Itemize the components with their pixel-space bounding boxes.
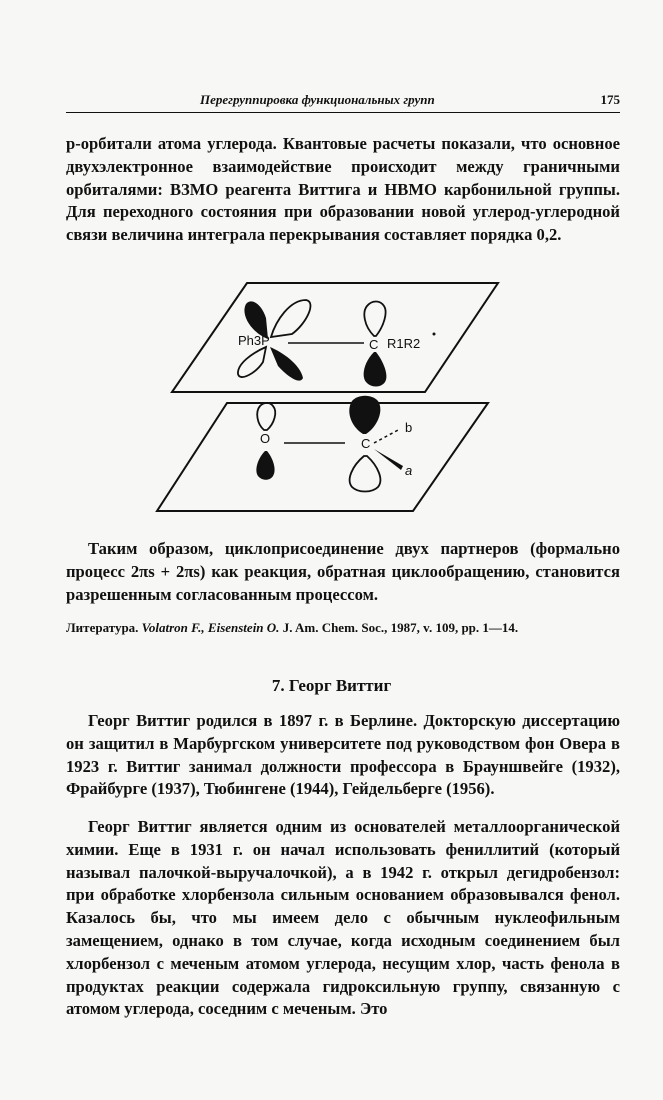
p-lobe-lower-left-open [238,347,266,377]
o-label: O [260,431,271,446]
literature-citation: J. Am. Chem. Soc., 1987, v. 109, pp. 1—14. [282,620,519,635]
c-bottom-lobe-lower-open [350,456,381,492]
c-top-lobe-lower-filled [364,352,387,387]
intro-paragraph: p-орбитали атома углерода. Квантовые расчеты показали, что основное двухэлектронное взаимодействие происходит между граничными орбиталями: ВЗМО реагента Виттига и НВМО карбонильной группы. Для переходного состояния при образовании новой углерод-углеродной связи величина интеграла перекрывания составляет порядка 0,2. [66,134,620,245]
bond-a-wedge [374,449,403,470]
bottom-plane [157,403,488,511]
conclusion-paragraph: Таким образом, циклоприсоединение двух партнеров (формально процесс 2πs + 2πs) как реакция, обратная циклообращению, становится разрешенным согласованным процессом. [66,539,620,604]
literature-authors: Volatron F., Eisenstein O. [141,620,280,635]
bond-b-dashed [374,429,400,443]
c-bottom-lobe-upper-filled [349,396,380,434]
o-lobe-lower-filled [256,451,274,480]
p-lobe-upper-right-open [271,300,310,337]
c-top-label: C [369,337,379,352]
p-lobe-lower-right-filled [270,347,303,381]
page-number: 175 [600,92,620,107]
ph3p-label: Ph3P [238,333,270,348]
label-b: b [405,420,413,435]
label-a: a [405,463,413,478]
literature-reference [66,619,620,637]
literature-label: Литература. [66,620,139,635]
bio-paragraph-1: Георг Виттиг родился в 1897 г. в Берлине. Докторскую диссертацию он защитил в Марбургском университете под руководством фон Овера в 1923 г. Виттиг занимал должности профессора в Брауншвейге (1932), Фрайбурге (1937), Тюбингене (1944), Гейдельберге (1956). [66,711,620,799]
top-plane [172,283,498,392]
o-lobe-upper-open [257,403,275,430]
stray-dot [433,333,436,336]
running-title: Перегруппировка функциональных групп [200,92,435,107]
bio-paragraph-2: Георг Виттиг является одним из основателей металлоорганической химии. Еще в 1931 г. он начал использовать фениллитий (который называл палочкой-выручалочкой), а в 1942 г. открыл дегидробензол: при обработке хлорбензола сильным основанием образовывался фенол. Казалось бы, что мы имеем дело с обычным нуклеофильным замещением, однако в том случае, когда исходным соединением был хлорбензол с меченым атомом углерода, несущим хлор, часть фенола в продуктах реакции содержала гидроксильную группу, связанную с атомом углерода, соседним с меченым. Это [66,817,620,1019]
c-bottom-label: C [361,436,371,451]
c-top-lobe-upper-open [364,302,385,337]
section-title: 7. Георг Виттиг [271,676,392,695]
substituents-label: R1R2 [387,336,421,351]
